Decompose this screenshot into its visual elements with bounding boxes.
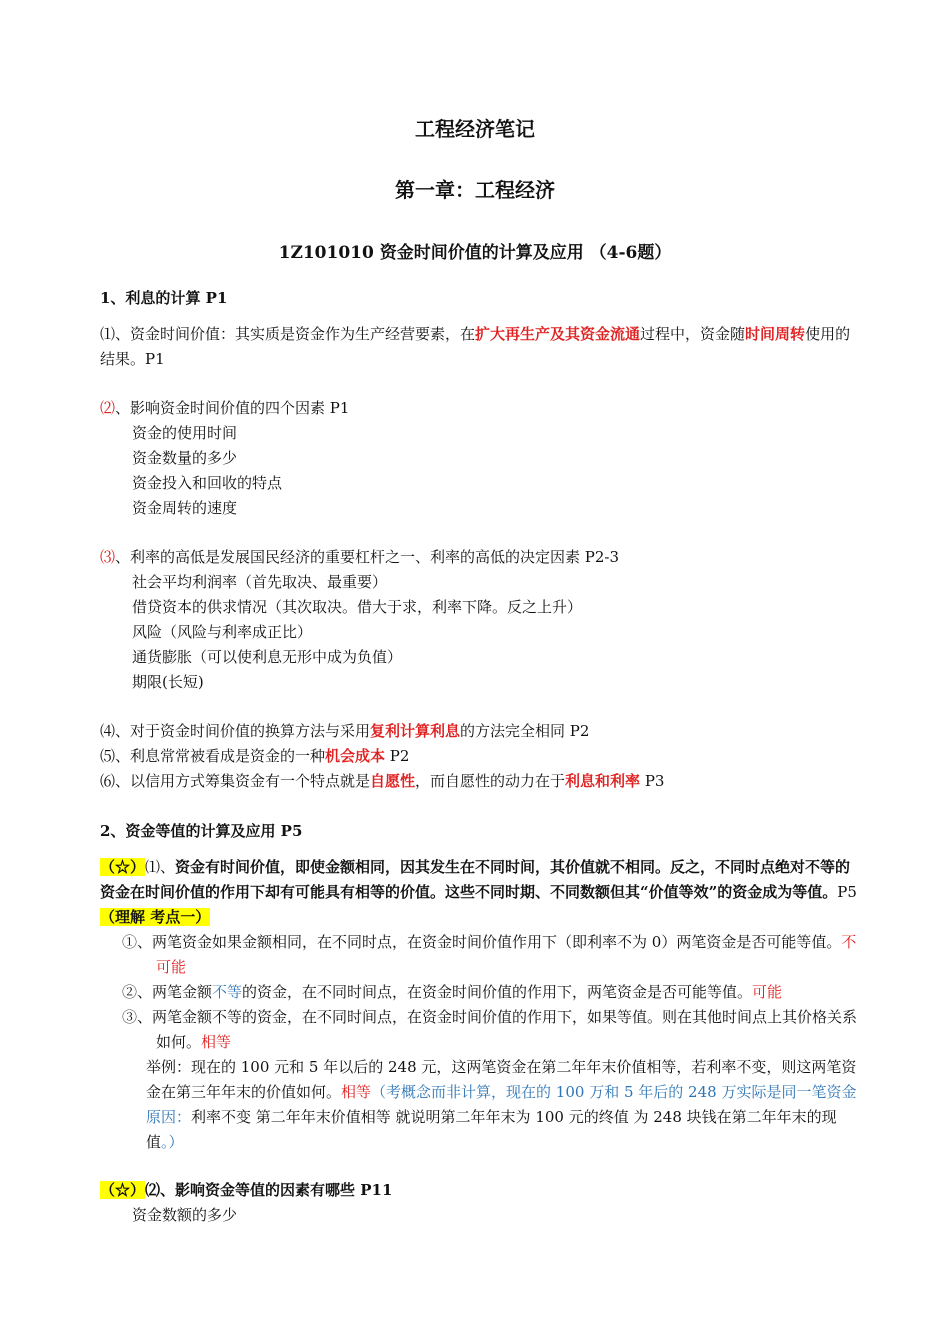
list-item: 风险（风险与利率成正比） xyxy=(132,623,313,641)
s1-p6-c: ，而自愿性的动力在于 xyxy=(415,772,566,790)
star-marker: （☆） xyxy=(100,858,146,876)
star-marker: （☆） xyxy=(100,1181,146,1199)
s2-i3-b: 相等 xyxy=(201,1033,232,1051)
list-item: 社会平均利润率（首先取决、最重要） xyxy=(132,573,388,591)
s2-q1-b: 资金有时间价值，即使金额相同，因其发生在不同时间，其价值就不相同。反之，不同时点绝对不等的资金在时间价值的作用下却有可能具有相等的价值。这些不同时期、不同数额但其“价值等效”的资金成为等值。 xyxy=(100,858,851,901)
s1-heading: 1、利息的计算 P1 xyxy=(100,289,228,307)
list-item xyxy=(100,930,862,980)
s1-p3-num: ⑶ xyxy=(100,548,116,566)
s2-i1-a: ①、两笔资金如果金额相同，在不同时点，在资金时间价值作用下（即利率不为 0）两笔资金是否可能等值。 xyxy=(122,933,842,951)
s2-q1-tag: （理解 考点一） xyxy=(100,908,211,926)
list-item xyxy=(100,980,862,1005)
s1-p6-a: ⑹、以信用方式筹集资金有一个特点就是 xyxy=(100,772,371,790)
s1-para-4-6 xyxy=(100,719,862,794)
s1-p4-c: 的方法完全相同 P2 xyxy=(460,722,590,740)
s1-p6-b: 自愿性 xyxy=(370,772,416,790)
list-item: 资金的使用时间 xyxy=(132,424,238,442)
s1-p2-num: ⑵ xyxy=(100,399,116,417)
section-title: 1Z101010 资金时间价值的计算及应用 （4-6题） xyxy=(278,243,672,263)
s1-p1-e: 使用的结果。P1 xyxy=(100,325,851,368)
chapter-title: 第一章：工程经济 xyxy=(395,178,555,202)
s2-q1 xyxy=(100,855,862,930)
s1-p1-d: 时间周转 xyxy=(745,325,806,343)
s1-p4-a: ⑷、对于资金时间价值的换算方法与采用 xyxy=(100,722,371,740)
list-item: 期限(长短) xyxy=(132,673,204,691)
list-item: 资金数额的多少 xyxy=(132,1206,238,1224)
s1-p1-b: 扩大再生产及其资金流通 xyxy=(475,325,641,343)
s2-ex-e: 。） xyxy=(161,1133,184,1151)
s2-i2-c: 的资金，在不同时间点，在资金时间价值的作用下，两笔资金是否可能等值。 xyxy=(242,983,753,1001)
list-item: 资金周转的速度 xyxy=(132,499,238,517)
s2-q1-items xyxy=(100,930,862,1155)
s2-q1-c: P5 xyxy=(837,883,857,901)
s1-para-3 xyxy=(100,545,862,695)
s1-para-1 xyxy=(100,322,862,372)
section-2 xyxy=(100,819,862,844)
s2-i2-d: 可能 xyxy=(752,983,783,1001)
section-1 xyxy=(100,286,862,311)
s2-heading: 2、资金等值的计算及应用 P5 xyxy=(100,822,303,840)
s1-p1-c: 过程中，资金随 xyxy=(640,325,746,343)
s1-p5-c: P2 xyxy=(385,747,410,765)
list-item: 资金投入和回收的特点 xyxy=(132,474,283,492)
s2-q2 xyxy=(100,1178,862,1228)
s1-p6-e: P3 xyxy=(640,772,665,790)
list-item xyxy=(100,1005,862,1055)
s2-ex-b: 相等 xyxy=(341,1083,372,1101)
s2-i2-b: 不等 xyxy=(212,983,243,1001)
s1-p2-text: 、影响资金时间价值的四个因素 P1 xyxy=(115,399,350,417)
list-item: 资金数量的多少 xyxy=(132,449,238,467)
list-item: 通货膨胀（可以使利息无形中成为负值） xyxy=(132,648,403,666)
s2-i2-a: ②、两笔金额 xyxy=(122,983,213,1001)
s1-p6-d: 利息和利率 xyxy=(565,772,641,790)
s1-p1-a: ⑴、资金时间价值：其实质是资金作为生产经营要素，在 xyxy=(100,325,476,343)
s1-p3-text: 、利率的高低是发展国民经济的重要杠杆之一、利率的高低的决定因素 P2-3 xyxy=(115,548,620,566)
s2-q1-a: ⑴、 xyxy=(145,858,176,876)
example-paragraph xyxy=(100,1055,862,1155)
s2-q2-b: ⑵、影响资金等值的因素有哪些 P11 xyxy=(145,1181,393,1199)
s1-para-2 xyxy=(100,396,862,521)
list-item: 借贷资本的供求情况（其次取决。借大于求，利率下降。反之上升） xyxy=(132,598,583,616)
s1-p5-a: ⑸、利息常常被看成是资金的一种 xyxy=(100,747,326,765)
s2-i3-a: ③、两笔金额不等的资金，在不同时间点，在资金时间价值的作用下，如果等值。则在其他时间点上其价格关系如何。 xyxy=(122,1008,858,1051)
s2-ex-a: 举例：现在的 100 元和 5 年以后的 248 元，这两笔资金在第二年年末价值相等，若利率不变，则这两笔资金在第三年年末的价值如何。 xyxy=(146,1058,857,1101)
s2-ex-d: 利率不变 第二年年末价值相等 就说明第二年年末为 100 元的终值 为 248 块钱在第二年年末的现值 xyxy=(146,1108,837,1151)
s2-i1-b: 不可能 xyxy=(156,933,857,976)
s1-p5-b: 机会成本 xyxy=(325,747,386,765)
document-title: 工程经济笔记 xyxy=(415,117,535,141)
s1-p4-b: 复利计算利息 xyxy=(370,722,461,740)
s2-ex-c: （考概念而非计算，现在的 100 万和 5 年后的 248 万实际是同一笔资金 原因： xyxy=(146,1083,857,1126)
